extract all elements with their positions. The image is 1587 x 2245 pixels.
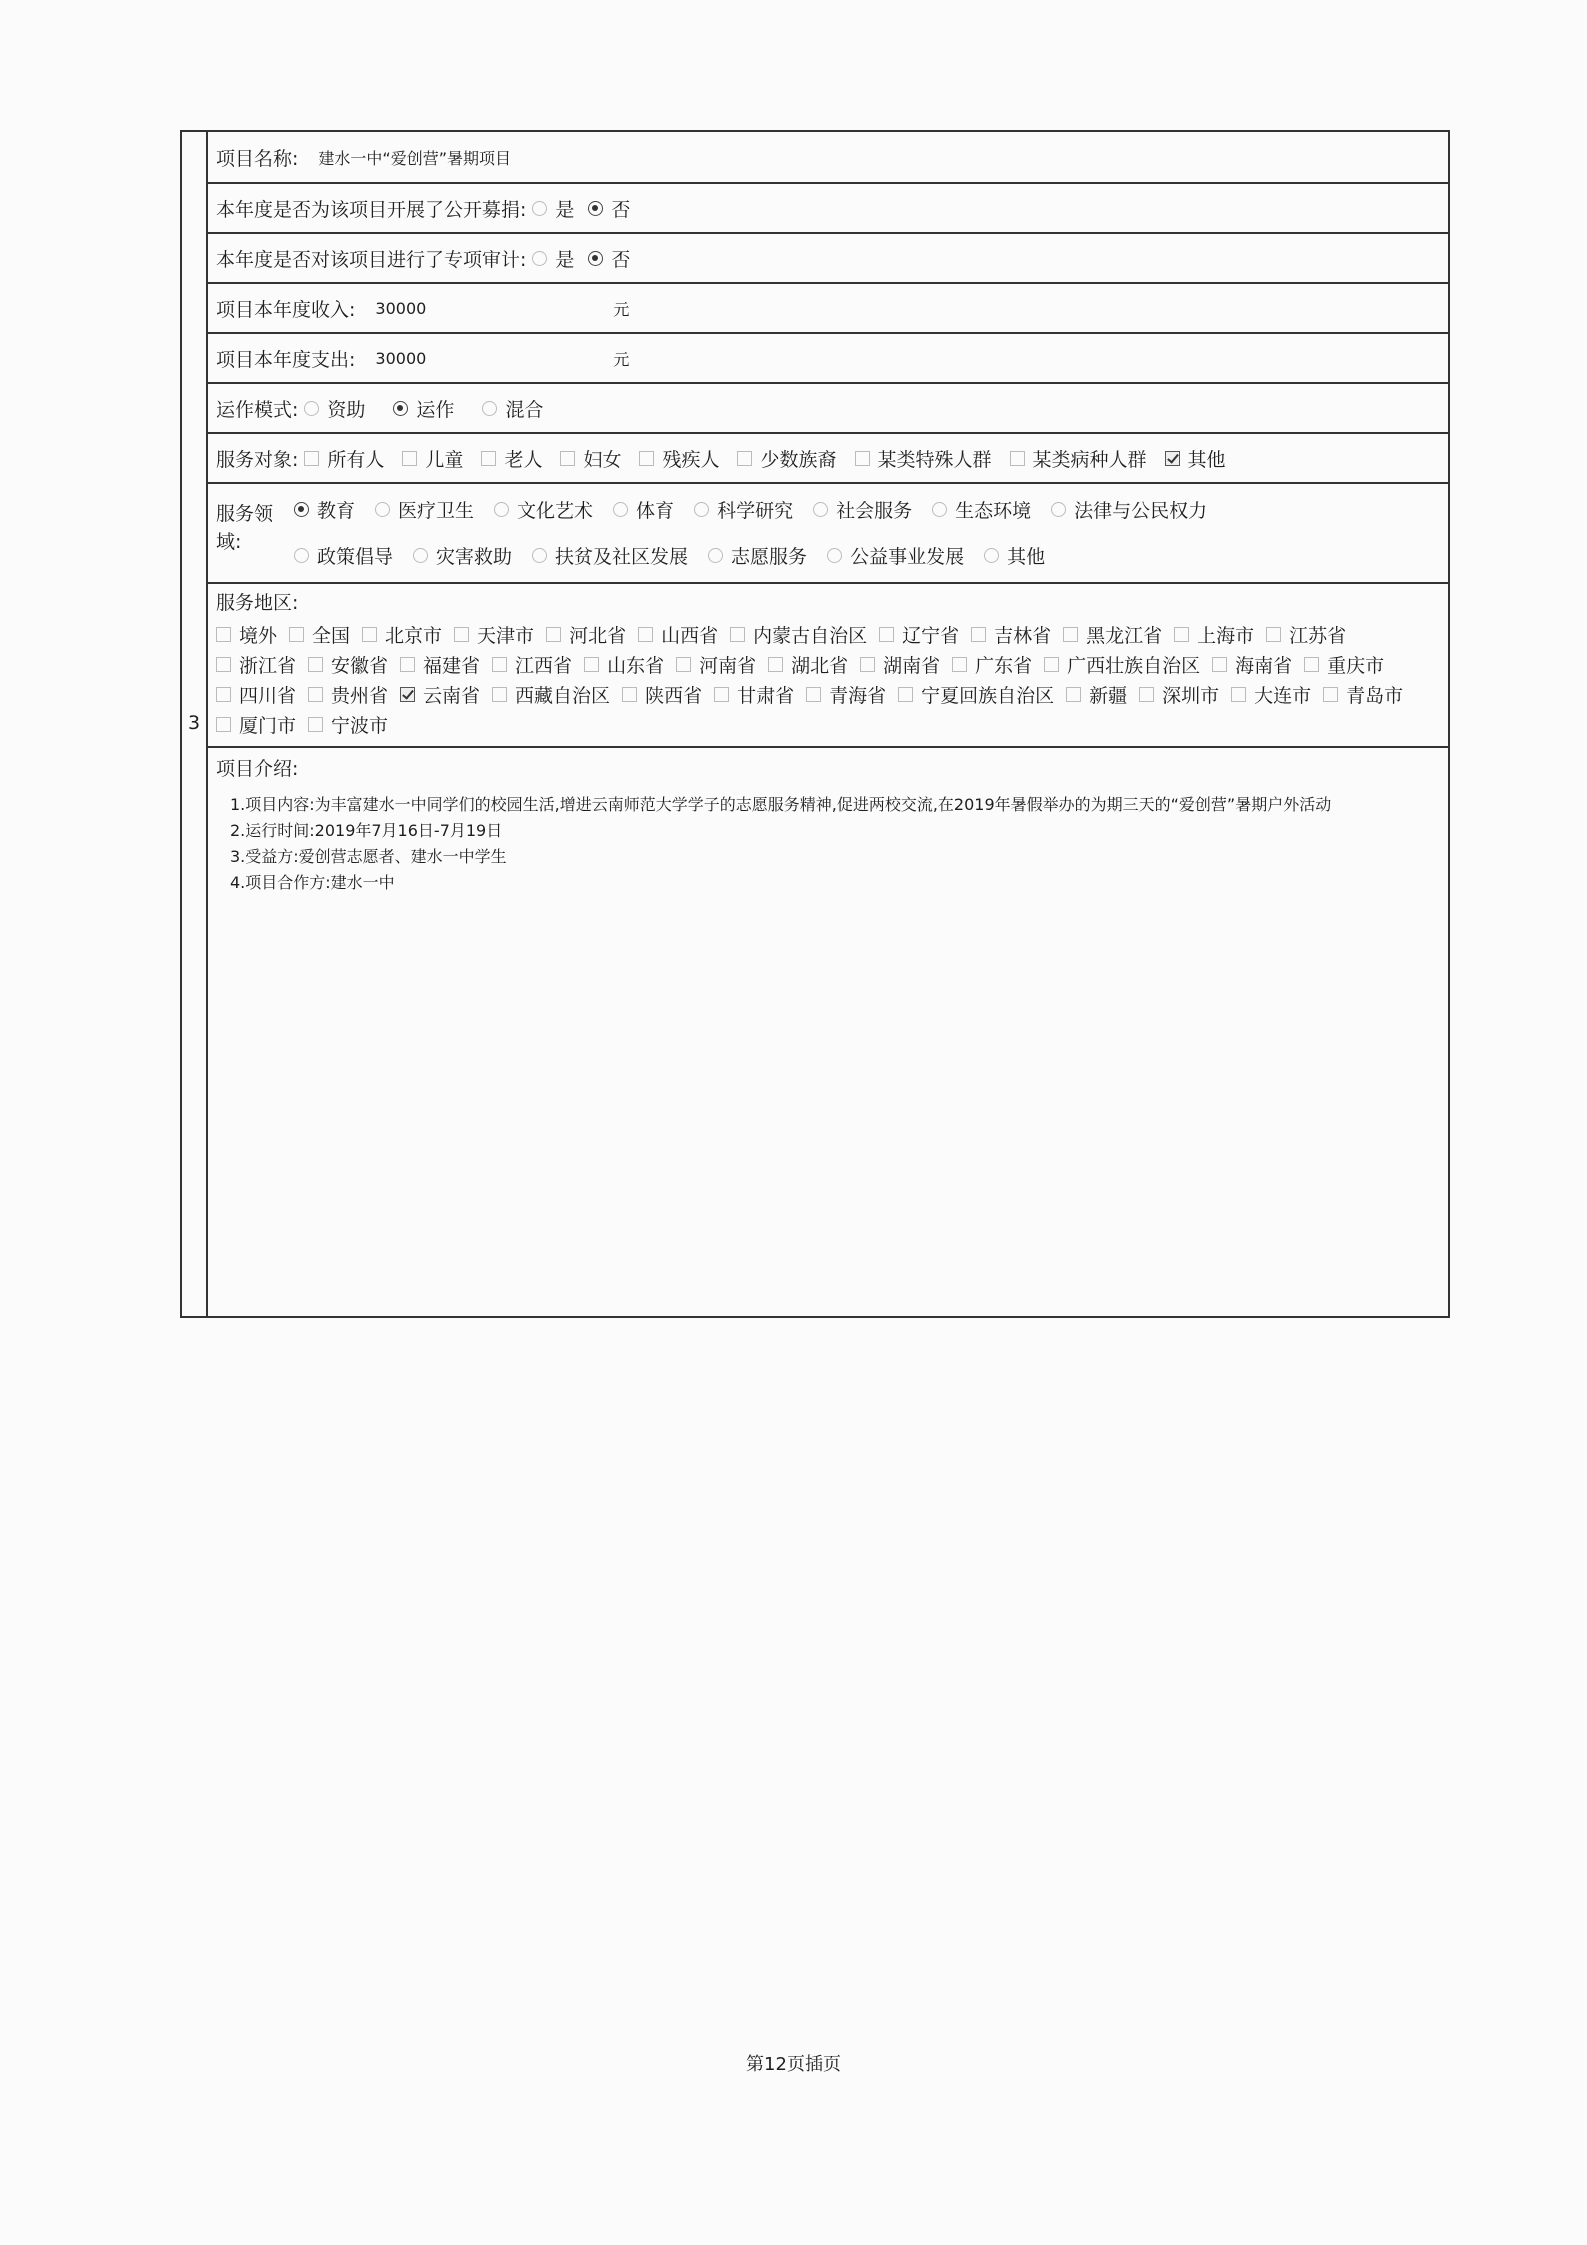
income-row	[208, 284, 1448, 334]
checkbox-icon	[730, 627, 745, 642]
target-option-1[interactable]: 儿童	[402, 445, 463, 472]
checkbox-icon	[362, 627, 377, 642]
checkbox-checked-icon	[1165, 451, 1180, 466]
row-number: 3	[187, 712, 201, 734]
intro-line: 4.项目合作方:建水一中	[230, 873, 395, 892]
area-option-27[interactable]: 西藏自治区	[492, 679, 610, 709]
checkbox-icon	[714, 687, 729, 702]
checkbox-icon	[304, 451, 319, 466]
checkbox-icon	[400, 657, 415, 672]
mode-option-mixed[interactable]: 混合	[482, 395, 543, 422]
intro-line: 3.受益方:爱创营志愿者、建水一中学生	[230, 847, 507, 866]
checkbox-icon	[622, 687, 637, 702]
area-option-0[interactable]: 境外	[216, 619, 277, 649]
area-option-37[interactable]: 宁波市	[308, 709, 388, 739]
target-option-8[interactable]: 其他	[1165, 445, 1226, 472]
project-name-label: 项目名称:	[216, 147, 299, 170]
area-option-18[interactable]: 湖北省	[768, 649, 848, 679]
radio-icon	[932, 502, 947, 517]
field-option-r1-6[interactable]: 生态环境	[932, 496, 1031, 523]
area-option-10[interactable]: 上海市	[1174, 619, 1254, 649]
checkbox-icon	[308, 717, 323, 732]
area-option-20[interactable]: 广东省	[952, 649, 1032, 679]
checkbox-icon	[1063, 627, 1078, 642]
project-name-row	[208, 132, 1448, 184]
area-option-23[interactable]: 重庆市	[1304, 649, 1384, 679]
area-option-29[interactable]: 甘肃省	[714, 679, 794, 709]
field-option-r1-0[interactable]: 教育	[294, 496, 355, 523]
service-fields-label: 服务领 域:	[216, 503, 274, 553]
area-option-36[interactable]: 厦门市	[216, 709, 296, 739]
income-value: 30000	[375, 298, 427, 318]
area-option-19[interactable]: 湖南省	[860, 649, 940, 679]
service-areas-grid	[216, 619, 1448, 739]
project-name-value: 建水一中“爱创营”暑期项目	[318, 148, 511, 168]
radio-selected-icon	[393, 401, 408, 416]
project-form-table	[180, 130, 1450, 1318]
checkbox-icon	[584, 657, 599, 672]
radio-icon	[532, 548, 547, 563]
radio-icon	[984, 548, 999, 563]
checkbox-icon	[216, 687, 231, 702]
area-option-16[interactable]: 山东省	[584, 649, 664, 679]
checkbox-icon	[216, 627, 231, 642]
page-footer: 第12页插页	[746, 2054, 841, 2075]
field-option-r2-4[interactable]: 公益事业发展	[827, 542, 964, 569]
service-areas-label: 服务地区:	[216, 592, 299, 614]
checkbox-icon	[308, 687, 323, 702]
intro-line: 1.项目内容:为丰富建水一中同学们的校园生活,增进云南师范大学学子的志愿服务精神,促进两校交流,在2019年暑假举办的为期三天的“爱创营”暑期户外活动	[230, 795, 1332, 814]
checkbox-icon	[952, 657, 967, 672]
radio-icon	[708, 548, 723, 563]
radio-selected-icon	[588, 201, 603, 216]
area-option-17[interactable]: 河南省	[676, 649, 756, 679]
area-option-1[interactable]: 全国	[289, 619, 350, 649]
field-option-r1-1[interactable]: 医疗卫生	[375, 496, 474, 523]
introduction-section	[208, 748, 1448, 1318]
checkbox-icon	[855, 451, 870, 466]
expense-label: 项目本年度支出:	[216, 348, 356, 371]
radio-selected-icon	[588, 251, 603, 266]
area-option-25[interactable]: 贵州省	[308, 679, 388, 709]
area-option-31[interactable]: 宁夏回族自治区	[898, 679, 1054, 709]
radio-icon	[827, 548, 842, 563]
radio-icon	[482, 401, 497, 416]
row-number-column	[182, 132, 208, 1316]
mode-option-grant[interactable]: 资助	[304, 395, 365, 422]
area-option-15[interactable]: 江西省	[492, 649, 572, 679]
area-option-4[interactable]: 河北省	[546, 619, 626, 649]
target-option-6[interactable]: 某类特殊人群	[855, 445, 992, 472]
radio-icon	[532, 201, 547, 216]
checkbox-icon	[879, 627, 894, 642]
field-option-r2-3[interactable]: 志愿服务	[708, 542, 807, 569]
public-fundraising-row	[208, 184, 1448, 234]
checkbox-icon	[806, 687, 821, 702]
area-option-13[interactable]: 安徽省	[308, 649, 388, 679]
audit-option-yes[interactable]: 是	[532, 245, 574, 272]
checkbox-icon	[1010, 451, 1025, 466]
radio-icon	[375, 502, 390, 517]
checkbox-icon	[860, 657, 875, 672]
area-option-2[interactable]: 北京市	[362, 619, 442, 649]
radio-selected-icon	[294, 502, 309, 517]
field-option-r2-0[interactable]: 政策倡导	[294, 542, 393, 569]
form-content	[208, 132, 1448, 1316]
checkbox-icon	[1044, 657, 1059, 672]
service-areas-row	[208, 584, 1448, 748]
income-label: 项目本年度收入:	[216, 298, 356, 321]
area-option-5[interactable]: 山西省	[638, 619, 718, 649]
field-option-r1-5[interactable]: 社会服务	[813, 496, 912, 523]
target-option-2[interactable]: 老人	[481, 445, 542, 472]
radio-icon	[304, 401, 319, 416]
checkbox-icon	[1174, 627, 1189, 642]
checkbox-icon	[454, 627, 469, 642]
field-option-r1-3[interactable]: 体育	[613, 496, 674, 523]
field-option-r2-2[interactable]: 扶贫及社区发展	[532, 542, 688, 569]
checkbox-icon	[216, 657, 231, 672]
radio-icon	[532, 251, 547, 266]
radio-icon	[294, 548, 309, 563]
audit-option-no[interactable]: 否	[588, 245, 630, 272]
area-option-32[interactable]: 新疆	[1066, 679, 1127, 709]
mode-option-operate[interactable]: 运作	[393, 395, 454, 422]
service-targets-label: 服务对象:	[216, 448, 299, 471]
radio-icon	[813, 502, 828, 517]
field-option-r2-5[interactable]: 其他	[984, 542, 1045, 569]
checkbox-icon	[546, 627, 561, 642]
checkbox-icon	[1212, 657, 1227, 672]
area-option-24[interactable]: 四川省	[216, 679, 296, 709]
checkbox-icon	[492, 687, 507, 702]
service-targets-row	[208, 434, 1448, 484]
target-option-4[interactable]: 残疾人	[639, 445, 719, 472]
area-option-34[interactable]: 大连市	[1231, 679, 1311, 709]
area-option-8[interactable]: 吉林省	[971, 619, 1051, 649]
radio-icon	[694, 502, 709, 517]
area-option-7[interactable]: 辽宁省	[879, 619, 959, 649]
field-option-r1-2[interactable]: 文化艺术	[494, 496, 593, 523]
income-unit: 元	[613, 299, 630, 319]
checkbox-icon	[560, 451, 575, 466]
checkbox-icon	[971, 627, 986, 642]
operation-mode-row	[208, 384, 1448, 434]
introduction-label: 项目介绍:	[216, 758, 299, 780]
checkbox-icon	[308, 657, 323, 672]
area-option-12[interactable]: 浙江省	[216, 649, 296, 679]
area-option-14[interactable]: 福建省	[400, 649, 480, 679]
public-fundraising-label: 本年度是否为该项目开展了公开募捐:	[216, 198, 527, 221]
field-option-r2-1[interactable]: 灾害救助	[413, 542, 512, 569]
target-option-5[interactable]: 少数族裔	[737, 445, 836, 472]
area-option-3[interactable]: 天津市	[454, 619, 534, 649]
area-option-26[interactable]: 云南省	[400, 679, 480, 709]
checkbox-icon	[1304, 657, 1319, 672]
checkbox-icon	[768, 657, 783, 672]
introduction-text	[216, 792, 1434, 896]
field-option-r1-4[interactable]: 科学研究	[694, 496, 793, 523]
checkbox-icon	[402, 451, 417, 466]
checkbox-icon	[1266, 627, 1281, 642]
checkbox-icon	[1139, 687, 1154, 702]
checkbox-icon	[639, 451, 654, 466]
area-option-28[interactable]: 陕西省	[622, 679, 702, 709]
target-option-7[interactable]: 某类病种人群	[1010, 445, 1147, 472]
checkbox-icon	[492, 657, 507, 672]
intro-line: 2.运行时间:2019年7月16日-7月19日	[230, 821, 503, 840]
checkbox-icon	[289, 627, 304, 642]
area-option-21[interactable]: 广西壮族自治区	[1044, 649, 1200, 679]
field-option-r1-7[interactable]: 法律与公民权力	[1051, 496, 1207, 523]
checkbox-icon	[481, 451, 496, 466]
radio-icon	[494, 502, 509, 517]
expense-row	[208, 334, 1448, 384]
target-option-3[interactable]: 妇女	[560, 445, 621, 472]
area-option-22[interactable]: 海南省	[1212, 649, 1292, 679]
area-option-9[interactable]: 黑龙江省	[1063, 619, 1162, 649]
fundraising-option-no[interactable]: 否	[588, 195, 630, 222]
operation-mode-label: 运作模式:	[216, 398, 299, 421]
expense-value: 30000	[375, 348, 427, 368]
area-option-11[interactable]: 江苏省	[1266, 619, 1346, 649]
target-option-0[interactable]: 所有人	[304, 445, 384, 472]
special-audit-label: 本年度是否对该项目进行了专项审计:	[216, 248, 527, 271]
area-option-30[interactable]: 青海省	[806, 679, 886, 709]
checkbox-icon	[737, 451, 752, 466]
checkbox-icon	[1066, 687, 1081, 702]
checkbox-icon	[216, 717, 231, 732]
checkbox-icon	[1323, 687, 1338, 702]
checkbox-icon	[1231, 687, 1246, 702]
service-fields-row	[208, 484, 1448, 584]
radio-icon	[613, 502, 628, 517]
area-option-6[interactable]: 内蒙古自治区	[730, 619, 867, 649]
checkbox-checked-icon	[400, 687, 415, 702]
checkbox-icon	[898, 687, 913, 702]
area-option-33[interactable]: 深圳市	[1139, 679, 1219, 709]
checkbox-icon	[638, 627, 653, 642]
radio-icon	[413, 548, 428, 563]
area-option-35[interactable]: 青岛市	[1323, 679, 1403, 709]
checkbox-icon	[676, 657, 691, 672]
fundraising-option-yes[interactable]: 是	[532, 195, 574, 222]
expense-unit: 元	[613, 349, 630, 369]
radio-icon	[1051, 502, 1066, 517]
special-audit-row	[208, 234, 1448, 284]
